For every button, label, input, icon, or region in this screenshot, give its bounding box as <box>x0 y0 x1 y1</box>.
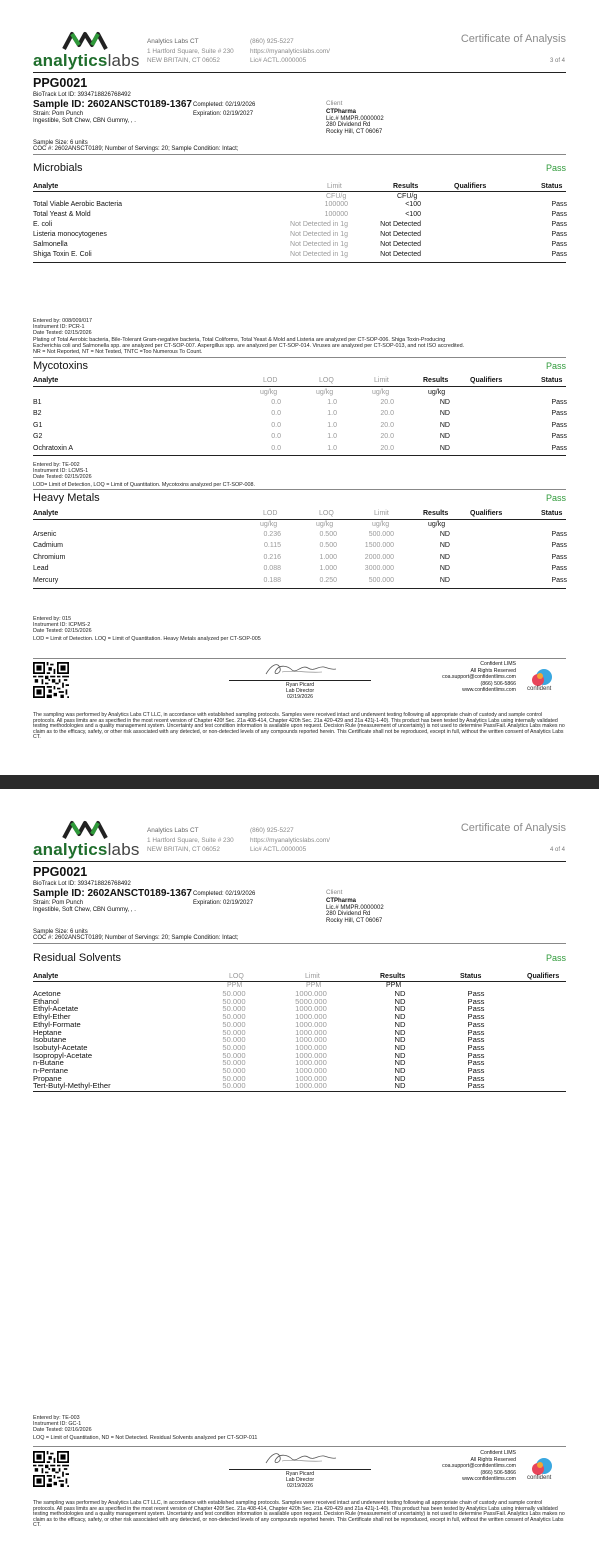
micro-note-2: Escherichia coli and Salmonella spp. are analyzed per CT-SOP-007. Aspergillus spp. are analyzed per CT-SOP-014. Viruses are analyzed per CT-SOP-013, and not ISO accredited. <box>33 343 465 349</box>
lod-cell: 0.0 <box>271 410 281 418</box>
loq-cell: 50.000 <box>222 1050 246 1060</box>
limit-cell: Not Detected in 1g <box>290 231 348 238</box>
result-unit: ug/kg <box>428 389 446 396</box>
micro-note-3: NR = Not Reported, NT = Not Tested, TNTC =Too Numerous To Count. <box>33 349 203 355</box>
status-cell: Pass <box>551 444 567 452</box>
doc-title: Certificate of Analysis <box>460 33 566 45</box>
myco-date-tested: Date Tested: 02/15/2026 <box>33 474 92 480</box>
confident-brand: confident <box>527 1475 552 1481</box>
limit-cell: 1000.000 <box>295 1050 327 1060</box>
result-cell: ND <box>439 565 450 573</box>
loq-cell: 50.000 <box>222 1073 246 1083</box>
header-rule <box>33 519 566 520</box>
result-cell: Not Detected <box>380 241 421 248</box>
analyte-cell: Ethyl-Formate <box>33 1019 81 1029</box>
limit-cell: 1000.000 <box>295 1004 327 1014</box>
divider <box>33 72 566 73</box>
lod-cell: 0.115 <box>264 542 281 550</box>
loq-cell: 50.000 <box>222 1042 246 1052</box>
col-loq: LOQ <box>319 377 334 384</box>
result-cell: Not Detected <box>380 251 421 258</box>
analyte-cell: Ethyl-Ether <box>33 1012 71 1022</box>
status-cell: Pass <box>551 531 567 538</box>
header-rule <box>33 386 566 387</box>
status-cell: Pass <box>467 1012 485 1022</box>
limit-cell: 20.0 <box>380 433 394 441</box>
completed-date: Completed: 02/19/2026 <box>193 102 256 108</box>
limit-unit: CFU/g <box>326 193 347 200</box>
divider <box>33 489 566 490</box>
header-rule <box>33 981 566 982</box>
limit-cell: 3000.000 <box>364 565 394 573</box>
loq-cell: 50.000 <box>222 1081 246 1091</box>
loq-unit: ug/kg <box>316 521 334 528</box>
limit-cell: 20.0 <box>380 444 394 452</box>
doc-title: Certificate of Analysis <box>460 822 566 834</box>
analyte-cell: Total Yeast & Mold <box>33 211 91 218</box>
product-type: Ingestible, Soft Chew, CBN Gummy, , . <box>33 118 136 124</box>
col-status: Status <box>541 183 563 190</box>
analyte-cell: Arsenic <box>33 531 57 538</box>
page-separator <box>0 775 599 789</box>
analyte-cell: G1 <box>33 421 43 429</box>
page-number: 3 of 4 <box>549 58 565 64</box>
analyte-cell: Isopropyl-Acetate <box>33 1050 93 1060</box>
client-heading: Client <box>326 100 343 107</box>
limit-cell: 1000.000 <box>295 1073 327 1083</box>
table-rule <box>33 455 566 456</box>
col-analyte: Analyte <box>33 377 59 384</box>
limit-cell: Not Detected in 1g <box>290 241 348 248</box>
result-unit: ug/kg <box>428 521 446 528</box>
client-info: CTPharma Lic.# MMPR.0000002 280 Dividend Rd Rocky Hill, CT 06067 <box>326 898 384 925</box>
status-cell: Pass <box>551 553 567 561</box>
biotrack-id: BioTrack Lot ID: 3934718826768492 <box>33 881 131 887</box>
loq-cell: 50.000 <box>222 1035 246 1045</box>
status-cell: Pass <box>551 433 567 441</box>
result-cell: <100 <box>405 201 421 208</box>
strain: Strain: Pom Punch <box>33 111 84 117</box>
status-cell: Pass <box>467 989 485 998</box>
analyte-cell: B1 <box>33 399 42 406</box>
expiration-date: Expiration: 02/19/2027 <box>193 111 254 117</box>
limit-cell: 1000.000 <box>295 989 327 998</box>
analyte-cell: Listeria monocytogenes <box>33 231 107 238</box>
col-lod: LOD <box>263 377 278 384</box>
hm-note: LOD = Limit of Detection. LOQ = Limit of Quantitation. Heavy Metals analyzed per CT-SOP-005 <box>33 636 261 642</box>
solv-note: LOQ = Limit of Quantitation, ND = Not Detected. Residual Solvents analyzed per CT-SOP-011 <box>33 1435 258 1441</box>
result-cell: ND <box>439 576 450 584</box>
loq-cell: 0.500 <box>319 531 337 538</box>
col-status: Status <box>541 510 563 517</box>
result-cell: ND <box>394 996 406 1006</box>
result-cell: ND <box>394 1042 406 1052</box>
status-cell: Pass <box>551 421 567 429</box>
analyte-cell: n-Pentane <box>33 1066 69 1075</box>
biotrack-id: BioTrack Lot ID: 3934718826768492 <box>33 92 131 98</box>
solvents-title: Residual Solvents <box>33 952 122 964</box>
logo-wordmark: analyticslabs <box>33 840 140 859</box>
status-cell: Pass <box>551 211 567 218</box>
loq-cell: 1.0 <box>327 421 337 429</box>
analyte-cell: Ethanol <box>33 996 59 1006</box>
loq-cell: 50.000 <box>222 989 246 998</box>
lims-contact: Confident LIMS All Rights Reserved coa.support@confidentlims.com (866) 506-5866 www.confidentlims.com <box>442 1450 516 1483</box>
loq-cell: 1.000 <box>319 565 337 573</box>
loq-cell: 1.0 <box>327 399 337 406</box>
solv-instrument: Instrument ID: GC-1 <box>33 1421 82 1427</box>
result-cell: ND <box>439 399 450 406</box>
result-cell: ND <box>394 1073 406 1083</box>
product-name: PPG0021 <box>33 76 88 90</box>
analyte-cell: Salmonella <box>33 241 68 248</box>
result-cell: ND <box>394 1035 406 1045</box>
result-cell: ND <box>439 433 450 441</box>
analyte-cell: G2 <box>33 433 43 441</box>
limit-cell: 100000 <box>324 211 348 218</box>
limit-cell: 5000.000 <box>295 996 327 1006</box>
limit-cell: 20.0 <box>380 410 394 418</box>
sample-size: Sample Size: 6 units <box>33 140 88 146</box>
divider <box>33 943 566 944</box>
myco-note: LOD= Limit of Detection, LOQ = Limit of Quantitation. Mycotoxins analyzed per CT-SOP-008. <box>33 482 256 488</box>
divider <box>33 154 566 155</box>
col-limit: Limit <box>374 510 389 517</box>
status-cell: Pass <box>467 996 485 1006</box>
col-loq: LOQ <box>229 973 244 980</box>
result-cell: ND <box>439 531 450 538</box>
table-rule <box>33 1091 566 1092</box>
loq-cell: 0.250 <box>319 576 337 584</box>
divider <box>33 658 566 659</box>
result-cell: ND <box>394 1050 406 1060</box>
lod-unit: ug/kg <box>260 389 278 396</box>
status-cell: Pass <box>551 251 567 258</box>
loq-cell: 50.000 <box>222 996 246 1006</box>
signature-icon <box>262 1449 338 1469</box>
limit-cell: 100000 <box>324 201 348 208</box>
micro-date-tested: Date Tested: 02/15/2026 <box>33 330 92 336</box>
limit-cell: 1000.000 <box>295 1042 327 1052</box>
result-cell: Not Detected <box>380 231 421 238</box>
limit-cell: 1000.000 <box>295 1081 327 1091</box>
col-analyte: Analyte <box>33 183 59 190</box>
microbials-title: Microbials <box>33 162 83 174</box>
solv-date-tested: Date Tested: 02/16/2026 <box>33 1427 92 1433</box>
page-number: 4 of 4 <box>549 847 565 853</box>
result-cell: ND <box>394 989 406 998</box>
lod-unit: ug/kg <box>260 521 278 528</box>
divider <box>33 357 566 358</box>
loq-cell: 50.000 <box>222 1004 246 1014</box>
col-qualifiers: Qualifiers <box>470 377 503 384</box>
mycotoxins-title: Mycotoxins <box>33 360 89 372</box>
micro-instrument: Instrument ID: PCR-1 <box>33 324 85 330</box>
result-cell: ND <box>394 1066 406 1075</box>
col-qualifiers: Qualifiers <box>470 510 503 517</box>
status-cell: Pass <box>467 1004 485 1014</box>
col-results: Results <box>393 183 419 190</box>
coa-page-3 <box>0 0 599 775</box>
analyte-cell: Ochratoxin A <box>33 444 74 452</box>
analyte-cell: Tert-Butyl-Methyl-Ether <box>33 1081 111 1091</box>
analytics-labs-logo-icon <box>62 820 108 840</box>
col-analyte: Analyte <box>33 973 59 980</box>
col-lod: LOD <box>263 510 278 517</box>
limit-unit: ug/kg <box>372 389 390 396</box>
status-cell: Pass <box>551 410 567 418</box>
col-limit: Limit <box>327 183 342 190</box>
lod-cell: 0.0 <box>271 421 281 429</box>
col-status: Status <box>460 973 482 980</box>
lod-cell: 0.216 <box>263 553 281 561</box>
result-unit: CFU/g <box>397 193 418 200</box>
col-status: Status <box>541 377 563 384</box>
myco-instrument: Instrument ID: LCMS-1 <box>33 468 89 474</box>
result-cell: ND <box>394 1058 406 1068</box>
loq-unit: ug/kg <box>316 389 334 396</box>
col-analyte: Analyte <box>33 510 59 517</box>
hm-date-tested: Date Tested: 02/15/2026 <box>33 628 92 634</box>
loq-cell: 1.0 <box>327 444 337 452</box>
limit-cell: 500.000 <box>368 531 394 538</box>
product-type: Ingestible, Soft Chew, CBN Gummy, , . <box>33 907 136 913</box>
table-rule <box>33 588 566 589</box>
result-cell: ND <box>394 1004 406 1014</box>
limit-cell: Not Detected in 1g <box>290 221 348 228</box>
lod-cell: 0.0 <box>271 444 281 452</box>
micro-entered-by: Entered by: 008/009/017 <box>33 318 93 324</box>
strain: Strain: Pom Punch <box>33 900 84 906</box>
micro-note-1: Plating of Total Aerobic bacteria, Bile-Tolerant Gram-negative bacteria, Total Coliforms, Total Yeast & Mold and Listeria are analyzed per CT-SOP-006. Shiga Toxin-Producing <box>33 337 446 343</box>
coc-info: COC #: 2602ANSCT0189; Number of Servings: 20; Sample Condition: Intact; <box>33 935 239 941</box>
limit-cell: 1000.000 <box>295 1027 327 1037</box>
heavy-metals-status: Pass <box>545 493 566 503</box>
analyte-cell: Lead <box>33 565 49 573</box>
hm-entered-by: Entered by: 015 <box>33 616 72 622</box>
analytics-labs-logo-icon <box>62 31 108 51</box>
analyte-cell: Shiga Toxin E. Coli <box>33 251 92 258</box>
loq-cell: 1.000 <box>319 553 337 561</box>
client-heading: Client <box>326 889 343 896</box>
loq-cell: 50.000 <box>222 1027 246 1037</box>
limit-unit: ug/kg <box>372 521 390 528</box>
loq-cell: 50.000 <box>222 1019 246 1029</box>
status-cell: Pass <box>551 399 567 406</box>
lod-cell: 0.0 <box>271 399 281 406</box>
signature-line <box>229 680 371 681</box>
loq-cell: 50.000 <box>222 1066 246 1075</box>
status-cell: Pass <box>551 221 567 228</box>
signer-block: Ryan Picard Lab Director 02/19/2026 <box>285 1471 315 1489</box>
divider <box>33 861 566 862</box>
microbials-status: Pass <box>545 163 566 173</box>
lab-address: Analytics Labs CT 1 Hartford Square, Suite # 230 NEW BRITAIN, CT 06052 <box>147 38 234 65</box>
lims-contact: Confident LIMS All Rights Reserved coa.support@confidentlims.com (866) 506-5866 www.confidentlims.com <box>442 661 516 694</box>
solvents-status: Pass <box>545 953 566 963</box>
analyte-cell: Heptane <box>33 1027 62 1037</box>
loq-cell: 1.0 <box>327 433 337 441</box>
analyte-cell: Isobutyl-Acetate <box>33 1042 88 1052</box>
result-unit: PPM <box>386 982 402 989</box>
result-cell: Not Detected <box>380 221 421 228</box>
coa-page-4 <box>0 789 599 1566</box>
limit-cell: 500.000 <box>368 576 394 584</box>
expiration-date: Expiration: 02/19/2027 <box>193 900 254 906</box>
col-results: Results <box>423 377 449 384</box>
hm-instrument: Instrument ID: ICPMS-2 <box>33 622 91 628</box>
lab-contact: (860) 925-5227 https://myanalyticslabs.com/ Lic# ACTL.0000005 <box>250 827 330 854</box>
logo-wordmark: analyticslabs <box>33 51 140 70</box>
product-name: PPG0021 <box>33 865 88 879</box>
limit-cell: 1000.000 <box>295 1035 327 1045</box>
limit-cell: 1000.000 <box>295 1066 327 1075</box>
limit-cell: 20.0 <box>380 421 394 429</box>
myco-entered-by: Entered by: TE-002 <box>33 462 80 468</box>
analyte-cell: n-Butane <box>33 1058 64 1068</box>
col-qualifiers: Qualifiers <box>527 973 560 980</box>
result-cell: ND <box>394 1012 406 1022</box>
analyte-cell: Total Viable Aerobic Bacteria <box>33 201 122 208</box>
lod-cell: 0.188 <box>263 576 281 584</box>
coc-info: COC #: 2602ANSCT0189; Number of Servings: 20; Sample Condition: Intact; <box>33 146 239 152</box>
loq-cell: 0.500 <box>319 542 337 550</box>
signature-icon <box>262 660 338 680</box>
analyte-cell: B2 <box>33 410 42 418</box>
signer-block: Ryan Picard Lab Director 02/19/2026 <box>285 682 315 700</box>
limit-cell: Not Detected in 1g <box>290 251 348 258</box>
status-cell: Pass <box>467 1027 485 1037</box>
status-cell: Pass <box>551 241 567 248</box>
disclaimer: The sampling was performed by Analytics Labs CT LLC, in accordance with established sampling protocols. Samples were received intact and underwent testing following all appropriate chain of custody and sample control protocols. All pass limits are as specified in the most recent version of Chapter 420f Sec. 21a 408-414, Chapter 420h Sec. 21a 420-429 and 21a 421j-1-40). This product has been tested by Analytics Labs using internally validated testing methodologies and a quality management system. Uncertainty and test condition information is available upon request. Decision Rule (measurement of uncertainty) is not used to determine Pass/Fail. Analytics Labs makes no claim as to the efficacy, safety, or other risk associated with any detected, or non-detected levels of any compounds reported herein. This Certificate shall not be reproduced, except in full, without the written consent of Analytics Labs CT. <box>33 1500 565 1529</box>
result-cell: ND <box>394 1081 406 1091</box>
confident-brand: confident <box>527 686 552 692</box>
col-loq: LOQ <box>319 510 334 517</box>
loq-unit: PPM <box>227 982 243 989</box>
status-cell: Pass <box>467 1073 485 1083</box>
status-cell: Pass <box>551 231 567 238</box>
col-results: Results <box>423 510 449 517</box>
result-cell: ND <box>439 444 450 452</box>
status-cell: Pass <box>551 576 567 584</box>
col-qualifiers: Qualifiers <box>454 183 487 190</box>
signature-line <box>229 1469 371 1470</box>
analyte-cell: Chromium <box>33 553 66 561</box>
status-cell: Pass <box>467 1066 485 1075</box>
status-cell: Pass <box>467 1035 485 1045</box>
lab-contact: (860) 925-5227 https://myanalyticslabs.com/ Lic# ACTL.0000005 <box>250 38 330 65</box>
status-cell: Pass <box>467 1042 485 1052</box>
mycotoxins-status: Pass <box>545 361 566 371</box>
result-cell: <100 <box>405 211 421 218</box>
limit-cell: 1500.000 <box>364 542 394 550</box>
status-cell: Pass <box>551 565 567 573</box>
sample-id: Sample ID: 2602ANSCT0189-1367 <box>33 99 192 110</box>
limit-cell: 1000.000 <box>295 1058 327 1068</box>
limit-cell: 20.0 <box>380 399 394 406</box>
result-cell: ND <box>439 421 450 429</box>
qr-code-icon[interactable] <box>33 1451 69 1487</box>
lab-address: Analytics Labs CT 1 Hartford Square, Suite # 230 NEW BRITAIN, CT 06052 <box>147 827 234 854</box>
client-info: CTPharma Lic.# MMPR.0000002 280 Dividend Rd Rocky Hill, CT 06067 <box>326 109 384 136</box>
result-cell: ND <box>394 1027 406 1037</box>
status-cell: Pass <box>467 1050 485 1060</box>
col-limit: Limit <box>305 973 320 980</box>
lod-cell: 0.088 <box>263 565 281 573</box>
status-cell: Pass <box>467 1019 485 1029</box>
analyte-cell: Isobutane <box>33 1035 67 1045</box>
analyte-cell: Acetone <box>33 989 61 998</box>
limit-unit: PPM <box>306 982 322 989</box>
divider <box>33 1446 566 1447</box>
qr-code-icon[interactable] <box>33 662 69 698</box>
heavy-metals-title: Heavy Metals <box>33 492 100 504</box>
analyte-cell: Cadmium <box>33 542 63 550</box>
result-cell: ND <box>439 542 450 550</box>
lod-cell: 0.236 <box>263 531 281 538</box>
analyte-cell: E. coli <box>33 221 53 228</box>
loq-cell: 50.000 <box>222 1058 246 1068</box>
loq-cell: 1.0 <box>327 410 337 418</box>
loq-cell: 50.000 <box>222 1012 246 1022</box>
sample-size: Sample Size: 6 units <box>33 929 88 935</box>
analyte-cell: Propane <box>33 1073 62 1083</box>
lod-cell: 0.0 <box>271 433 281 441</box>
solv-entered-by: Entered by: TE-003 <box>33 1415 80 1421</box>
result-cell: ND <box>394 1019 406 1029</box>
col-limit: Limit <box>374 377 389 384</box>
header-rule <box>33 191 566 192</box>
status-cell: Pass <box>551 542 567 550</box>
result-cell: ND <box>439 553 450 561</box>
disclaimer: The sampling was performed by Analytics Labs CT LLC, in accordance with established sampling protocols. Samples were received intact and underwent testing following all appropriate chain of custody and sample control protocols. All pass limits are as specified in the most recent version of Chapter 420f Sec. 21a 408-414, Chapter 420h Sec. 21a 420-429 and 21a 421j-1-40). This product has been tested by Analytics Labs using internally validated testing methodologies and a quality management system. Uncertainty and test condition information is available upon request. Decision Rule (measurement of uncertainty) is not used to determine Pass/Fail. Analytics Labs makes no claim as to the efficacy, safety, or other risk associated with any detected, or non-detected levels of any compounds reported herein. This Certificate shall not be reproduced, except in full, without the written consent of Analytics Labs CT. <box>33 712 565 741</box>
limit-cell: 1000.000 <box>295 1012 327 1022</box>
result-cell: ND <box>439 410 450 418</box>
col-results: Results <box>380 973 406 980</box>
sample-id: Sample ID: 2602ANSCT0189-1367 <box>33 888 192 899</box>
status-cell: Pass <box>467 1058 485 1068</box>
status-cell: Pass <box>551 201 567 208</box>
analyte-cell: Mercury <box>33 576 59 584</box>
limit-cell: 2000.000 <box>364 553 394 561</box>
completed-date: Completed: 02/19/2026 <box>193 891 256 897</box>
limit-cell: 1000.000 <box>295 1019 327 1029</box>
status-cell: Pass <box>467 1081 485 1091</box>
analyte-cell: Ethyl-Acetate <box>33 1004 79 1014</box>
table-rule <box>33 262 566 263</box>
